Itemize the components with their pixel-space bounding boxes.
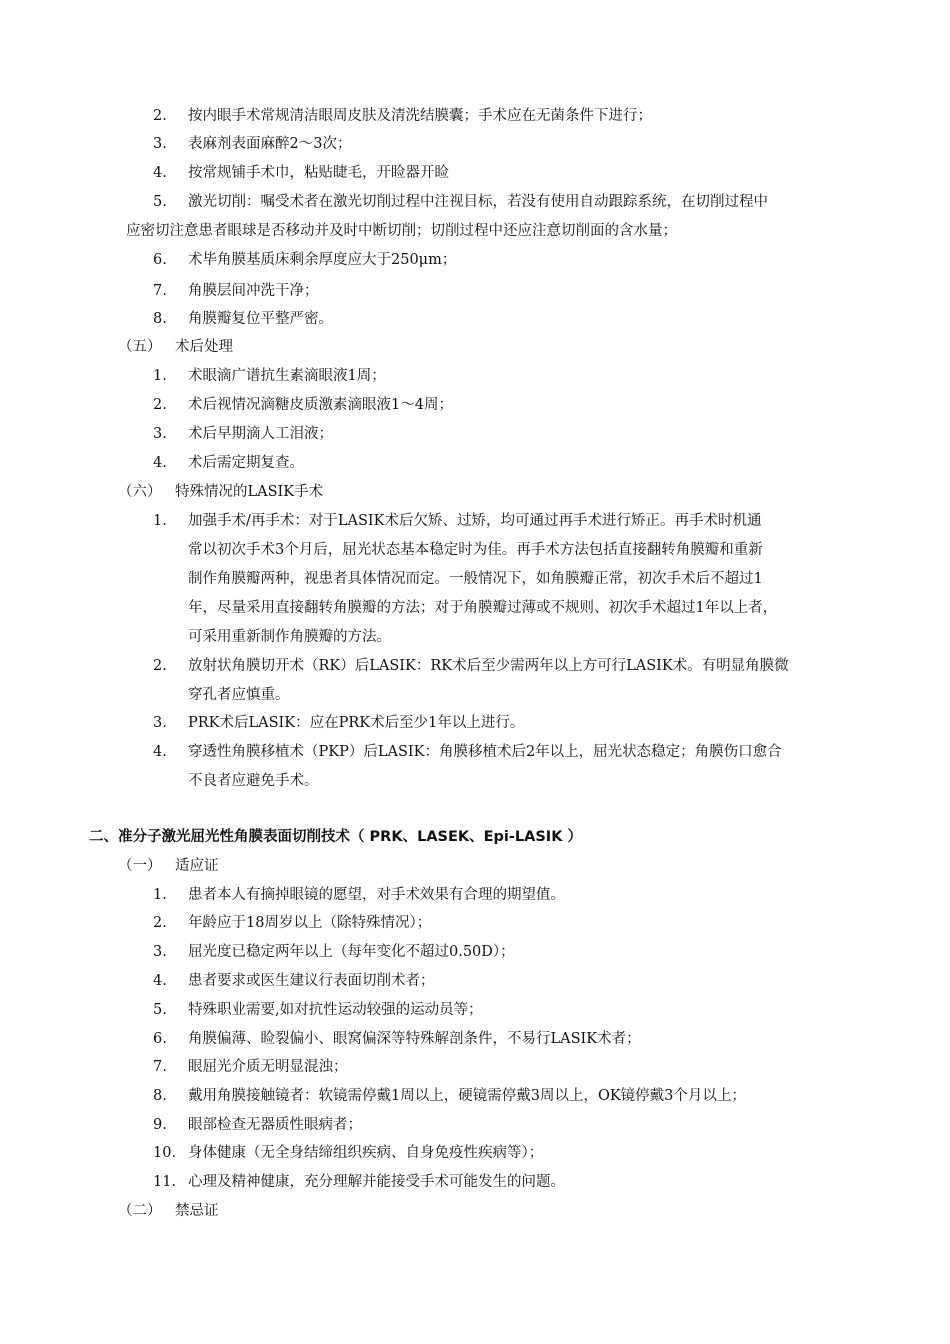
section-title: 二、准分子激光屈光性角膜表面切削技术（ PRK、LASEK、Epi-LASIK ） xyxy=(89,829,582,845)
item-number: 4. xyxy=(153,973,167,989)
item-text: 特殊职业需要,如对抗性运动较强的运动员等； xyxy=(188,1002,483,1018)
item-text: 表麻剂表面麻醉2～3次； xyxy=(188,136,352,152)
item-number: 11. xyxy=(153,1174,177,1190)
item-text: 角膜偏薄、睑裂偏小、眼窝偏深等特殊解剖条件，不易行LASIK术者； xyxy=(188,1031,641,1047)
item-number: 8. xyxy=(153,1088,167,1104)
item-text: 术后需定期复查。 xyxy=(188,455,304,471)
item-text: 患者本人有摘掉眼镜的愿望，对手术效果有合理的期望值。 xyxy=(188,887,565,903)
item-text: 年龄应于18周岁以上（除特殊情况）； xyxy=(188,915,432,931)
heading-text: 禁忌证 xyxy=(175,1203,219,1219)
item-number: 3. xyxy=(153,136,167,152)
item-text: 应密切注意患者眼球是否移动并及时中断切削；切削过程中还应注意切削面的含水量； xyxy=(126,223,677,239)
item-number: 4. xyxy=(153,744,167,760)
item-number: 1. xyxy=(153,513,167,529)
item-text: 术眼滴广谱抗生素滴眼液1周； xyxy=(188,368,386,384)
item-number: 6. xyxy=(153,1031,167,1047)
item-text: 放射状角膜切开术（RK）后LASIK：RK术后至少需两年以上方可行LASIK术。有明显角膜微 xyxy=(188,658,789,674)
item-text: 不良者应避免手术。 xyxy=(188,773,319,789)
item-text: 心理及精神健康，充分理解并能接受手术可能发生的问题。 xyxy=(188,1174,565,1190)
item-number: 4. xyxy=(153,455,167,471)
item-number: 2. xyxy=(153,915,167,931)
item-text: 术毕角膜基质床剩余厚度应大于250μm； xyxy=(188,252,457,268)
item-number: 3. xyxy=(153,715,167,731)
item-text: 穿透性角膜移植术（PKP）后LASIK：角膜移植术后2年以上，屈光状态稳定；角膜伤口愈合 xyxy=(188,744,782,760)
item-number: 4. xyxy=(153,165,167,181)
item-text: 穿孔者应慎重。 xyxy=(188,687,290,703)
item-number: 5. xyxy=(153,1002,167,1018)
item-text: 常以初次手术3个月后，屈光状态基本稳定时为佳。再手术方法包括直接翻转角膜瓣和重新 xyxy=(188,542,763,558)
item-number: 1. xyxy=(153,368,167,384)
item-text: 术后视情况滴糖皮质激素滴眼液1～4周； xyxy=(188,397,453,413)
item-text: 年，尽量采用直接翻转角膜瓣的方法；对于角膜瓣过薄或不规则、初次手术超过1年以上者， xyxy=(188,600,778,616)
item-number: 3. xyxy=(153,426,167,442)
heading-text: 特殊情况的LASIK手术 xyxy=(175,484,324,500)
item-text: 术后早期滴人工泪液； xyxy=(188,426,333,442)
heading-number: （五） xyxy=(118,339,162,355)
item-text: 按常规铺手术巾，粘贴睫毛，开睑器开睑 xyxy=(188,165,449,181)
item-number: 2. xyxy=(153,658,167,674)
heading-text: 术后处理 xyxy=(175,339,233,355)
item-text: PRK术后LASIK：应在PRK术后至少1年以上进行。 xyxy=(188,715,525,731)
item-text: 眼部检查无器质性眼病者； xyxy=(188,1117,362,1133)
heading-number: （二） xyxy=(118,1203,162,1219)
item-number: 2. xyxy=(153,397,167,413)
item-number: 7. xyxy=(153,283,167,299)
item-text: 眼屈光介质无明显混浊； xyxy=(188,1059,348,1075)
item-number: 1. xyxy=(153,887,167,903)
item-text: 屈光度已稳定两年以上（每年变化不超过0.50D）； xyxy=(188,944,515,960)
item-number: 3. xyxy=(153,944,167,960)
item-text: 角膜层间冲洗干净； xyxy=(188,283,319,299)
item-text: 患者要求或医生建议行表面切削术者； xyxy=(188,973,435,989)
item-number: 9. xyxy=(153,1117,167,1133)
item-number: 6. xyxy=(153,252,167,268)
item-text: 加强手术/再手术：对于LASIK术后欠矫、过矫，均可通过再手术进行矫正。再手术时机通 xyxy=(188,513,762,529)
item-number: 2. xyxy=(153,108,167,124)
item-text: 身体健康（无全身结缔组织疾病、自身免疫性疾病等）； xyxy=(188,1145,544,1161)
heading-number: （一） xyxy=(118,858,162,874)
item-text: 按内眼手术常规清洁眼周皮肤及清洗结膜囊；手术应在无菌条件下进行； xyxy=(188,108,652,124)
item-text: 角膜瓣复位平整严密。 xyxy=(188,311,333,327)
item-text: 可采用重新制作角膜瓣的方法。 xyxy=(188,629,391,645)
heading-number: （六） xyxy=(118,484,162,500)
item-number: 10. xyxy=(153,1145,177,1161)
item-text: 戴用角膜接触镜者：软镜需停戴1周以上，硬镜需停戴3周以上，OK镜停戴3个月以上； xyxy=(188,1088,746,1104)
item-number: 8. xyxy=(153,311,167,327)
item-text: 制作角膜瓣两种，视患者具体情况而定。一般情况下，如角膜瓣正常，初次手术后不超过1 xyxy=(188,571,763,587)
item-number: 7. xyxy=(153,1059,167,1075)
item-number: 5. xyxy=(153,194,167,210)
heading-text: 适应证 xyxy=(175,858,219,874)
item-text: 激光切削：嘱受术者在激光切削过程中注视目标，若没有使用自动跟踪系统，在切削过程中 xyxy=(188,194,768,210)
